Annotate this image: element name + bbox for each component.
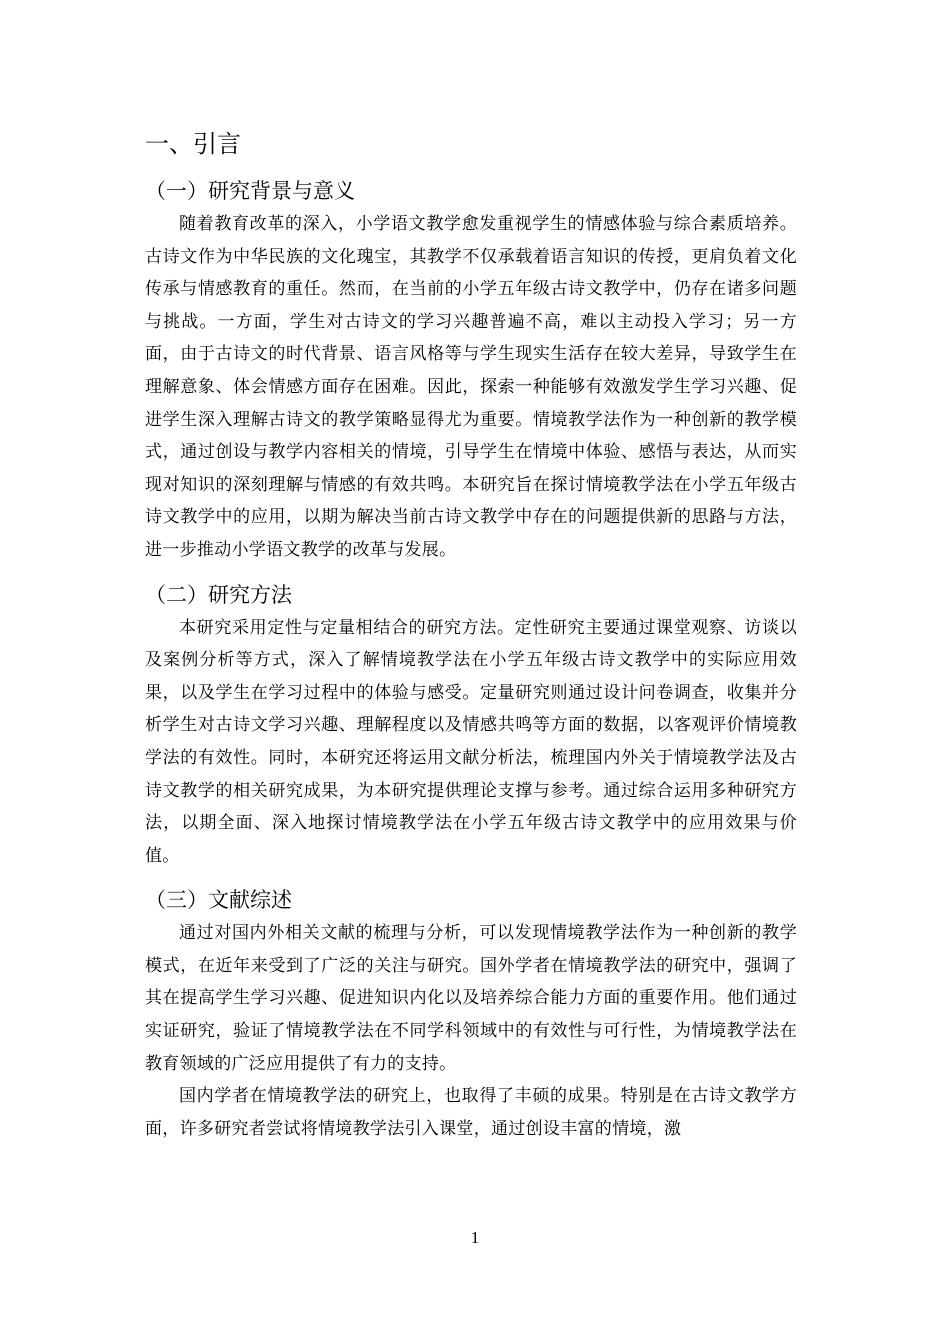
section-title-methods: （二）研究方法 — [145, 582, 292, 607]
section-spacer — [145, 567, 797, 579]
paragraph-methods: 本研究采用定性与定量相结合的研究方法。定性研究主要通过课堂观察、访谈以及案例分析等方式，深入了解情境教学法在小学五年级古诗文教学中的实际应用效果，以及学生在学习过程中的体验与感受。定量研究则通过设计问卷调查，收集并分析学生对古诗文学习兴趣、理解程度以及情感共鸣等方面的数据，以客观评价情境教学法的有效性。同时，本研究还将运用文献分析法，梳理国内外关于情境教学法及古诗文教学的相关研究成果，为本研究提供理论支撑与参考。通过综合运用多种研究方法，以期全面、深入地探讨情境教学法在小学五年级古诗文教学中的应用效果与价值。 — [145, 617, 797, 866]
section-title-literature: （三）文献综述 — [145, 888, 292, 913]
section-title-background: （一）研究背景与意义 — [145, 179, 355, 203]
section-background — [145, 175, 797, 567]
page-number: 1 — [470, 1228, 480, 1247]
section-methods — [145, 579, 797, 873]
paragraph-literature-foreign: 通过对国内外相关文献的梳理与分析，可以发现情境教学法作为一种创新的教学模式，在近年来受到了广泛的关注与研究。国外学者在情境教学法的研究中，强调了其在提高学生学习兴趣、促进知识内化以及培养综合能力方面的重要作用。他们通过实证研究，验证了情境教学法在不同学科领域中的有效性与可行性，为情境教学法在教育领域的广泛应用提供了有力的支持。 — [145, 923, 797, 1074]
chapter-heading: 一、引言 — [145, 130, 241, 158]
paragraph-background: 随着教育改革的深入，小学语文教学愈发重视学生的情感体验与综合素质培养。古诗文作为中华民族的文化瑰宝，其教学不仅承载着语言知识的传授，更肩负着文化传承与情感教育的重任。然而，在当前的小学五年级古诗文教学中，仍存在诸多问题与挑战。一方面，学生对古诗文的学习兴趣普遍不高，难以主动投入学习；另一方面，由于古诗文的时代背景、语言风格等与学生现实生活存在较大差异，导致学生在理解意象、体会情感方面存在困难。因此，探索一种能够有效激发学生学习兴趣、促进学生深入理解古诗文的教学策略显得尤为重要。情境教学法作为一种创新的教学模式，通过创设与教学内容相关的情境，引导学生在情境中体验、感悟与表达，从而实现对知识的深刻理解与情感的有效共鸣。本研究旨在探讨情境教学法在小学五年级古诗文教学中的应用，以期为解决当前古诗文教学中存在的问题提供新的思路与方法，进一步推动小学语文教学的改革与发展。 — [145, 214, 797, 560]
section-spacer — [145, 872, 797, 884]
paragraph-literature-domestic: 国内学者在情境教学法的研究上，也取得了丰硕的成果。特别是在古诗文教学方面，许多研究者尝试将情境教学法引入课堂，通过创设丰富的情境，激 — [145, 1086, 797, 1139]
document-page — [145, 126, 797, 1145]
section-literature — [145, 884, 797, 1145]
